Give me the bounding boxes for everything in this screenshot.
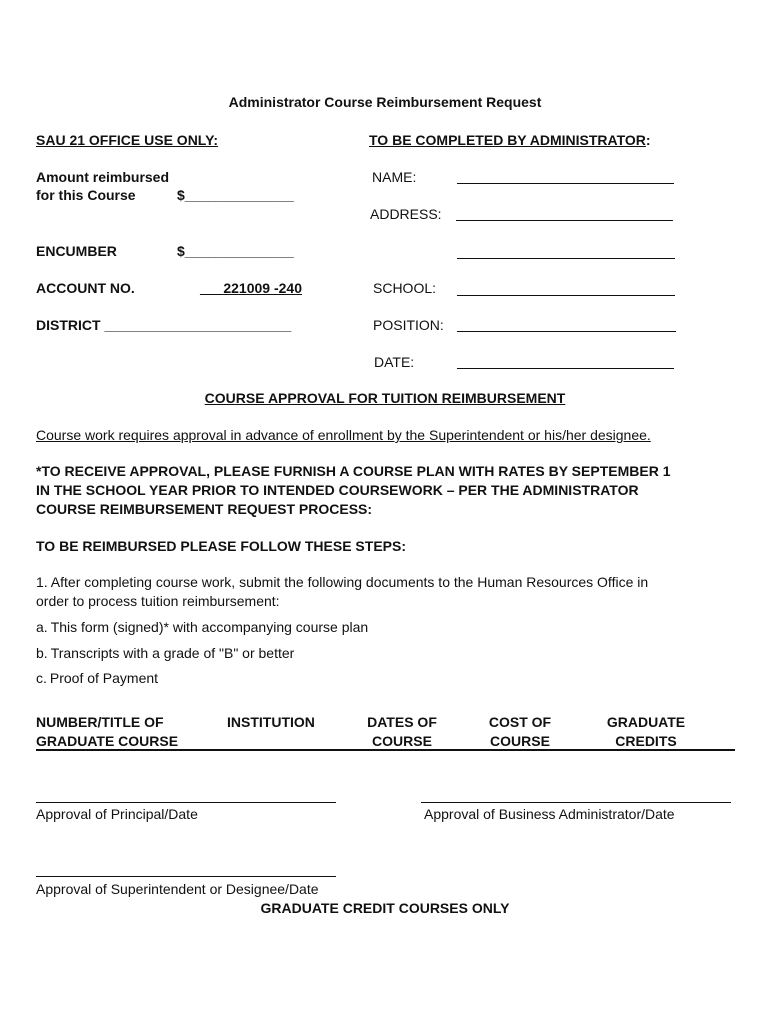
table-header-cost [470,713,570,751]
steps-heading: TO BE REIMBURSED PLEASE FOLLOW THESE STEPS: [36,538,406,554]
sub-item-marker: a. [36,619,48,635]
date-field[interactable] [457,368,674,369]
encumber-field[interactable]: $______________ [177,243,294,259]
superintendent-signature-label: Approval of Superintendent or Designee/Date [36,881,319,897]
principal-signature-line[interactable] [36,802,336,803]
office-use-heading: SAU 21 OFFICE USE ONLY: [36,132,219,148]
sub-item-marker: c. [36,670,47,686]
notice-line: COURSE REIMBURSEMENT REQUEST PROCESS: [36,501,373,517]
sub-item-b [36,645,294,662]
table-header-institution [227,713,315,732]
table-header-line: COURSE [490,733,550,749]
school-field[interactable] [457,295,675,296]
step-1 [36,573,648,611]
table-header-rule [36,749,735,751]
page-title: Administrator Course Reimbursement Request [228,94,542,110]
table-header-line: GRADUATE [606,714,686,730]
approval-notice [36,462,670,519]
principal-signature-label: Approval of Principal/Date [36,806,198,822]
business-admin-signature-line[interactable] [421,802,731,803]
address-label: ADDRESS: [370,206,442,222]
business-admin-signature-label: Approval of Business Administrator/Date [424,806,675,822]
table-header-credits [596,713,696,751]
course-approval-heading: COURSE APPROVAL FOR TUITION REIMBURSEMENT [204,390,566,406]
table-header-line: COURSE [372,733,432,749]
sub-item-text: Transcripts with a grade of "B" or better [50,645,295,661]
admin-heading-text: TO BE COMPLETED BY ADMINISTRATOR [369,132,646,148]
admin-heading-colon: : [645,132,651,148]
sub-item-marker: b. [36,645,48,661]
step-1-line: 1. After completing course work, submit the following documents to the Human Resources Office in [36,574,649,590]
table-header-line: DATES OF [367,714,437,730]
amount-reimbursed-label-2: for this Course [36,187,136,203]
name-field[interactable] [457,183,674,184]
address-field-1[interactable] [456,220,673,221]
date-label: DATE: [374,354,415,370]
position-field[interactable] [457,331,676,332]
account-no-label: ACCOUNT NO. [36,280,135,296]
table-header-line: NUMBER/TITLE OF [36,714,164,730]
sub-item-a [36,619,368,636]
sub-item-c [36,670,158,687]
table-header-line: GRADUATE COURSE [36,733,179,749]
superintendent-signature-line[interactable] [36,876,336,877]
table-header-line: CREDITS [615,733,677,749]
table-header-line: COST OF [488,714,552,730]
sub-item-text: Proof of Payment [49,670,159,686]
sub-item-text: This form (signed)* with accompanying course plan [50,619,369,635]
notice-line: *TO RECEIVE APPROVAL, PLEASE FURNISH A COURSE PLAN WITH RATES BY SEPTEMBER 1 [36,463,671,479]
footer-note: GRADUATE CREDIT COURSES ONLY [260,900,510,916]
position-label: POSITION: [373,317,444,333]
amount-reimbursed-label: Amount reimbursed [36,169,170,185]
school-label: SCHOOL: [373,280,437,296]
name-label: NAME: [372,169,417,185]
table-header-course [36,713,178,751]
step-1-line: order to process tuition reimbursement: [36,593,280,609]
approval-note: Course work requires approval in advance of enrollment by the Superintendent or his/her designee. [36,427,651,443]
notice-line: IN THE SCHOOL YEAR PRIOR TO INTENDED COURSEWORK – PER THE ADMINISTRATOR [36,482,639,498]
amount-reimbursed-field[interactable]: $______________ [177,187,294,203]
table-header-dates [352,713,452,751]
encumber-label: ENCUMBER [36,243,117,259]
account-no-value: ___221009 -240 [200,280,302,296]
district-field[interactable]: DISTRICT ________________________ [36,317,292,333]
admin-heading [369,132,651,149]
table-header-line: INSTITUTION [227,714,315,730]
address-field-2[interactable] [457,258,675,259]
